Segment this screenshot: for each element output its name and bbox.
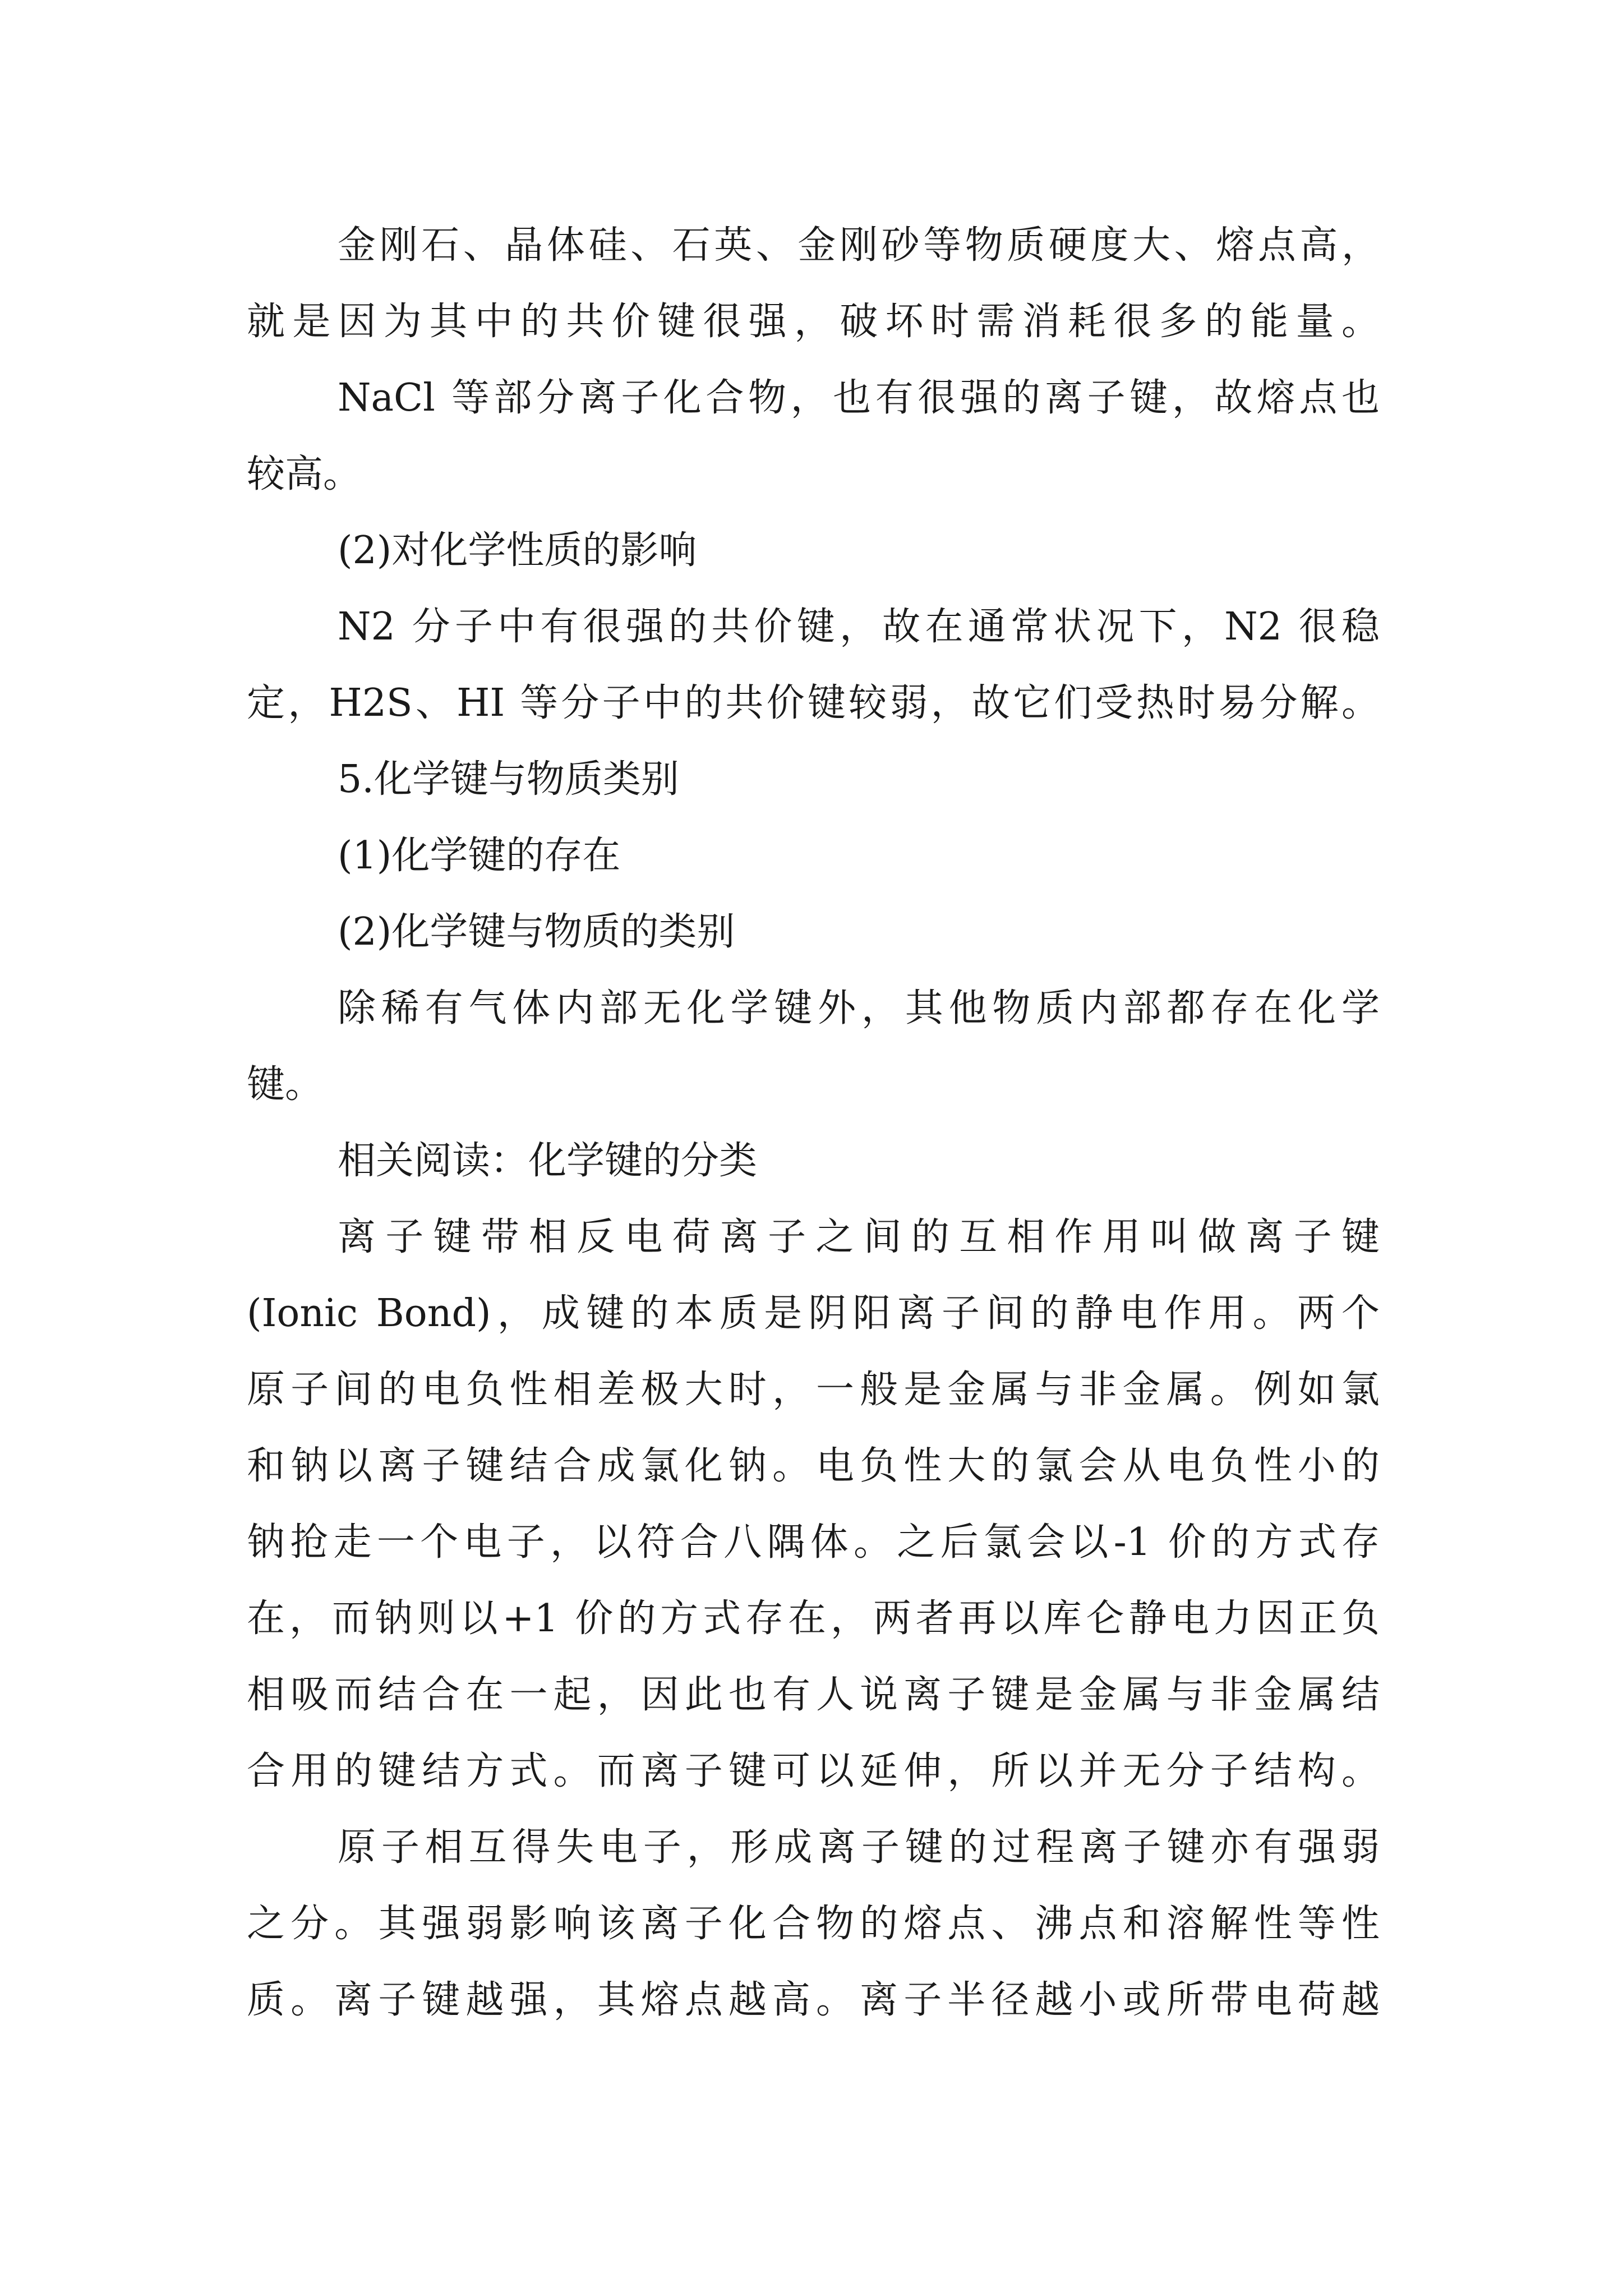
text-line: N2 分子中有很强的共价键，故在通常状况下，N2 很稳 <box>338 605 1380 649</box>
text-line: 和钠以离子键结合成氯化钠。电负性大的氯会从电负性小的 <box>247 1444 1380 1488</box>
text-line: 较高。 <box>247 452 362 496</box>
text-line: 就是因为其中的共价键很强，破坏时需消耗很多的能量。 <box>247 300 1380 344</box>
text-line: 原子相互得失电子，形成离子键的过程离子键亦有强弱 <box>338 1825 1380 1870</box>
text-line: 定，H2S、HI 等分子中的共价键较弱，故它们受热时易分解。 <box>247 681 1380 725</box>
section-heading: 相关阅读：化学键的分类 <box>338 1139 758 1183</box>
subheading: (2)对化学性质的影响 <box>338 528 697 573</box>
subheading: (2)化学键与物质的类别 <box>338 910 735 954</box>
text-line: 钠抢走一个电子，以符合八隅体。之后氯会以-1 价的方式存 <box>247 1520 1380 1565</box>
text-line: 金刚石、晶体硅、石英、金刚砂等物质硬度大、熔点高， <box>338 223 1380 268</box>
text-line: NaCl 等部分离子化合物，也有很强的离子键，故熔点也 <box>338 376 1380 420</box>
text-line: 合用的键结方式。而离子键可以延伸，所以并无分子结构。 <box>247 1749 1380 1793</box>
text-line: 相吸而结合在一起，因此也有人说离子键是金属与非金属结 <box>247 1673 1380 1717</box>
text-line: 质。离子键越强，其熔点越高。离子半径越小或所带电荷越 <box>247 1978 1380 2022</box>
text-line: 键。 <box>247 1062 324 1107</box>
text-line: 离子键带相反电荷离子之间的互相作用叫做离子键 <box>338 1215 1380 1259</box>
text-line: 之分。其强弱影响该离子化合物的熔点、沸点和溶解性等性 <box>247 1902 1380 1946</box>
text-line: (Ionic Bond)，成键的本质是阴阳离子间的静电作用。两个 <box>247 1291 1380 1336</box>
section-heading: 5.化学键与物质类别 <box>338 757 679 802</box>
text-line: 原子间的电负性相差极大时，一般是金属与非金属。例如氯 <box>247 1368 1380 1412</box>
document-body <box>247 208 1380 2039</box>
subheading: (1)化学键的存在 <box>338 834 621 878</box>
text-line: 除稀有气体内部无化学键外，其他物质内部都存在化学 <box>338 986 1380 1030</box>
text-line: 在，而钠则以+1 价的方式存在，两者再以库仑静电力因正负 <box>247 1596 1380 1641</box>
